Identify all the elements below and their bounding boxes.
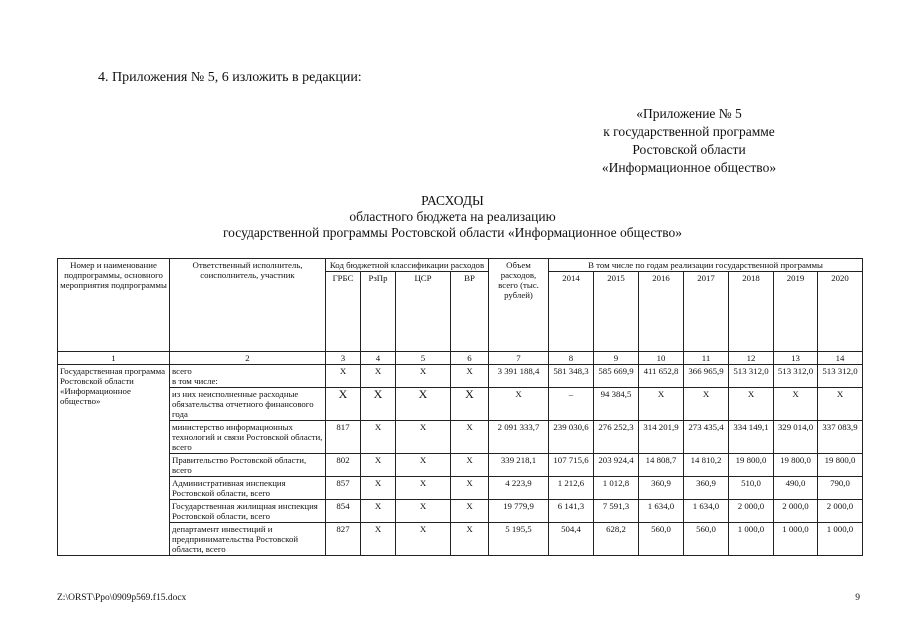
vr-cell: Х bbox=[451, 454, 489, 477]
col-number: 1 bbox=[58, 352, 170, 365]
year-value-cell: 329 014,0 bbox=[774, 421, 818, 454]
total-cell: 4 223,9 bbox=[489, 477, 549, 500]
year-value-cell: 581 348,3 bbox=[549, 365, 594, 388]
col-number: 4 bbox=[361, 352, 396, 365]
table-row bbox=[58, 421, 863, 454]
csr-cell: Х bbox=[396, 365, 451, 388]
year-value-cell: 504,4 bbox=[549, 523, 594, 556]
rzpr-cell: Х bbox=[361, 388, 396, 421]
year-value-cell: 360,9 bbox=[684, 477, 729, 500]
csr-cell: Х bbox=[396, 477, 451, 500]
total-cell: 19 779,9 bbox=[489, 500, 549, 523]
year-value-cell: 2 000,0 bbox=[729, 500, 774, 523]
year-value-cell: 6 141,3 bbox=[549, 500, 594, 523]
year-value-cell: 19 800,0 bbox=[774, 454, 818, 477]
table-row bbox=[58, 523, 863, 556]
budget-table bbox=[57, 258, 863, 556]
year-value-cell: 2 000,0 bbox=[818, 500, 863, 523]
csr-cell: Х bbox=[396, 454, 451, 477]
header-year: 2015 bbox=[594, 272, 639, 352]
year-value-cell: 14 808,7 bbox=[639, 454, 684, 477]
executor-cell: Административная инспекция Ростовской области, всего bbox=[170, 477, 326, 500]
year-value-cell: 19 800,0 bbox=[729, 454, 774, 477]
grbs-cell: Х bbox=[326, 388, 361, 421]
year-value-cell: – bbox=[549, 388, 594, 421]
year-value-cell: 366 965,9 bbox=[684, 365, 729, 388]
header-rzpr: РзПр bbox=[361, 272, 396, 352]
rzpr-cell: Х bbox=[361, 500, 396, 523]
col-number: 7 bbox=[489, 352, 549, 365]
col-number: 5 bbox=[396, 352, 451, 365]
col-number: 6 bbox=[451, 352, 489, 365]
header-vr: ВР bbox=[451, 272, 489, 352]
executor-cell: из них неисполненные расходные обязательства отчетного финансового года bbox=[170, 388, 326, 421]
vr-cell: Х bbox=[451, 477, 489, 500]
year-value-cell: 560,0 bbox=[684, 523, 729, 556]
appendix-line: «Информационное общество» bbox=[601, 160, 777, 175]
col-number: 12 bbox=[729, 352, 774, 365]
year-value-cell: 276 252,3 bbox=[594, 421, 639, 454]
rzpr-cell: Х bbox=[361, 477, 396, 500]
year-value-cell: 585 669,9 bbox=[594, 365, 639, 388]
header-program: Номер и наименование подпрограммы, основного мероприятия подпрограммы bbox=[58, 259, 170, 352]
rzpr-cell: Х bbox=[361, 523, 396, 556]
document-title bbox=[0, 193, 905, 241]
year-value-cell: 337 083,9 bbox=[818, 421, 863, 454]
rzpr-cell: Х bbox=[361, 421, 396, 454]
title-line: РАСХОДЫ bbox=[421, 193, 484, 208]
year-value-cell: 360,9 bbox=[639, 477, 684, 500]
csr-cell: Х bbox=[396, 388, 451, 421]
grbs-cell: 857 bbox=[326, 477, 361, 500]
intro-text: 4. Приложения № 5, 6 изложить в редакции: bbox=[98, 70, 362, 85]
col-number: 11 bbox=[684, 352, 729, 365]
table-row bbox=[58, 477, 863, 500]
grbs-cell: 817 bbox=[326, 421, 361, 454]
col-number: 2 bbox=[170, 352, 326, 365]
header-year: 2019 bbox=[774, 272, 818, 352]
appendix-line: к государственной программе bbox=[603, 124, 775, 139]
vr-cell: Х bbox=[451, 365, 489, 388]
year-value-cell: 1 000,0 bbox=[774, 523, 818, 556]
total-cell: Х bbox=[489, 388, 549, 421]
appendix-header bbox=[559, 105, 819, 177]
table-body bbox=[58, 365, 863, 556]
table-row bbox=[58, 454, 863, 477]
year-value-cell: 628,2 bbox=[594, 523, 639, 556]
table-row bbox=[58, 365, 863, 388]
header-year: 2020 bbox=[818, 272, 863, 352]
title-line: областного бюджета на реализацию bbox=[349, 209, 556, 224]
header-year: 2017 bbox=[684, 272, 729, 352]
year-value-cell: 239 030,6 bbox=[549, 421, 594, 454]
year-value-cell: 490,0 bbox=[774, 477, 818, 500]
grbs-cell: 854 bbox=[326, 500, 361, 523]
vr-cell: Х bbox=[451, 500, 489, 523]
rzpr-cell: Х bbox=[361, 365, 396, 388]
col-number: 14 bbox=[818, 352, 863, 365]
col-number: 13 bbox=[774, 352, 818, 365]
header-year: 2014 bbox=[549, 272, 594, 352]
header-budget-code: Код бюджетной классификации расходов bbox=[326, 259, 489, 272]
col-number: 3 bbox=[326, 352, 361, 365]
year-value-cell: Х bbox=[774, 388, 818, 421]
year-value-cell: 510,0 bbox=[729, 477, 774, 500]
year-value-cell: Х bbox=[684, 388, 729, 421]
page-number: 9 bbox=[855, 593, 860, 603]
header-csr: ЦСР bbox=[396, 272, 451, 352]
vr-cell: Х bbox=[451, 421, 489, 454]
total-cell: 5 195,5 bbox=[489, 523, 549, 556]
csr-cell: Х bbox=[396, 523, 451, 556]
col-number: 8 bbox=[549, 352, 594, 365]
year-value-cell: 513 312,0 bbox=[729, 365, 774, 388]
header-year: 2016 bbox=[639, 272, 684, 352]
year-value-cell: 203 924,4 bbox=[594, 454, 639, 477]
header-grbs: ГРБС bbox=[326, 272, 361, 352]
header-years-group: В том числе по годам реализации государственной программы bbox=[549, 259, 863, 272]
vr-cell: Х bbox=[451, 523, 489, 556]
year-value-cell: 273 435,4 bbox=[684, 421, 729, 454]
title-line: государственной программы Ростовской области «Информационное общество» bbox=[222, 225, 682, 240]
file-path: Z:\ORST\Ppo\0909p569.f15.docx bbox=[57, 593, 187, 603]
year-value-cell: 2 000,0 bbox=[774, 500, 818, 523]
column-number-row bbox=[58, 352, 863, 365]
year-value-cell: 14 810,2 bbox=[684, 454, 729, 477]
year-value-cell: 1 012,8 bbox=[594, 477, 639, 500]
year-value-cell: 94 384,5 bbox=[594, 388, 639, 421]
program-name-cell: Государственная программа Ростовской области «Информационное общество» bbox=[58, 365, 170, 556]
year-value-cell: 513 312,0 bbox=[818, 365, 863, 388]
total-cell: 3 391 188,4 bbox=[489, 365, 549, 388]
total-cell: 2 091 333,7 bbox=[489, 421, 549, 454]
table-row bbox=[58, 388, 863, 421]
grbs-cell: 802 bbox=[326, 454, 361, 477]
header-total: Объем расходов, всего (тыс. рублей) bbox=[489, 259, 549, 352]
year-value-cell: 790,0 bbox=[818, 477, 863, 500]
year-value-cell: 107 715,6 bbox=[549, 454, 594, 477]
csr-cell: Х bbox=[396, 421, 451, 454]
col-number: 10 bbox=[639, 352, 684, 365]
year-value-cell: 19 800,0 bbox=[818, 454, 863, 477]
executor-cell: всего в том числе: bbox=[170, 365, 326, 388]
appendix-line: «Приложение № 5 bbox=[636, 106, 742, 121]
year-value-cell: 1 634,0 bbox=[639, 500, 684, 523]
year-value-cell: 7 591,3 bbox=[594, 500, 639, 523]
year-value-cell: Х bbox=[818, 388, 863, 421]
year-value-cell: 1 000,0 bbox=[729, 523, 774, 556]
rzpr-cell: Х bbox=[361, 454, 396, 477]
header-year: 2018 bbox=[729, 272, 774, 352]
vr-cell: Х bbox=[451, 388, 489, 421]
year-value-cell: Х bbox=[639, 388, 684, 421]
year-value-cell: 1 000,0 bbox=[818, 523, 863, 556]
executor-cell: Правительство Ростовской области, всего bbox=[170, 454, 326, 477]
executor-cell: Государственная жилищная инспекция Ростовской области, всего bbox=[170, 500, 326, 523]
year-value-cell: Х bbox=[729, 388, 774, 421]
header-executor: Ответственный исполнитель, соисполнитель, участник bbox=[170, 259, 326, 352]
col-number: 9 bbox=[594, 352, 639, 365]
year-value-cell: 334 149,1 bbox=[729, 421, 774, 454]
executor-cell: департамент инвестиций и предпринимательства Ростовской области, всего bbox=[170, 523, 326, 556]
year-value-cell: 314 201,9 bbox=[639, 421, 684, 454]
year-value-cell: 560,0 bbox=[639, 523, 684, 556]
appendix-line: Ростовской области bbox=[632, 142, 746, 157]
year-value-cell: 513 312,0 bbox=[774, 365, 818, 388]
executor-cell: министерство информационных технологий и связи Ростовской области, всего bbox=[170, 421, 326, 454]
total-cell: 339 218,1 bbox=[489, 454, 549, 477]
year-value-cell: 411 652,8 bbox=[639, 365, 684, 388]
year-value-cell: 1 212,6 bbox=[549, 477, 594, 500]
grbs-cell: Х bbox=[326, 365, 361, 388]
table-row bbox=[58, 500, 863, 523]
year-value-cell: 1 634,0 bbox=[684, 500, 729, 523]
csr-cell: Х bbox=[396, 500, 451, 523]
grbs-cell: 827 bbox=[326, 523, 361, 556]
